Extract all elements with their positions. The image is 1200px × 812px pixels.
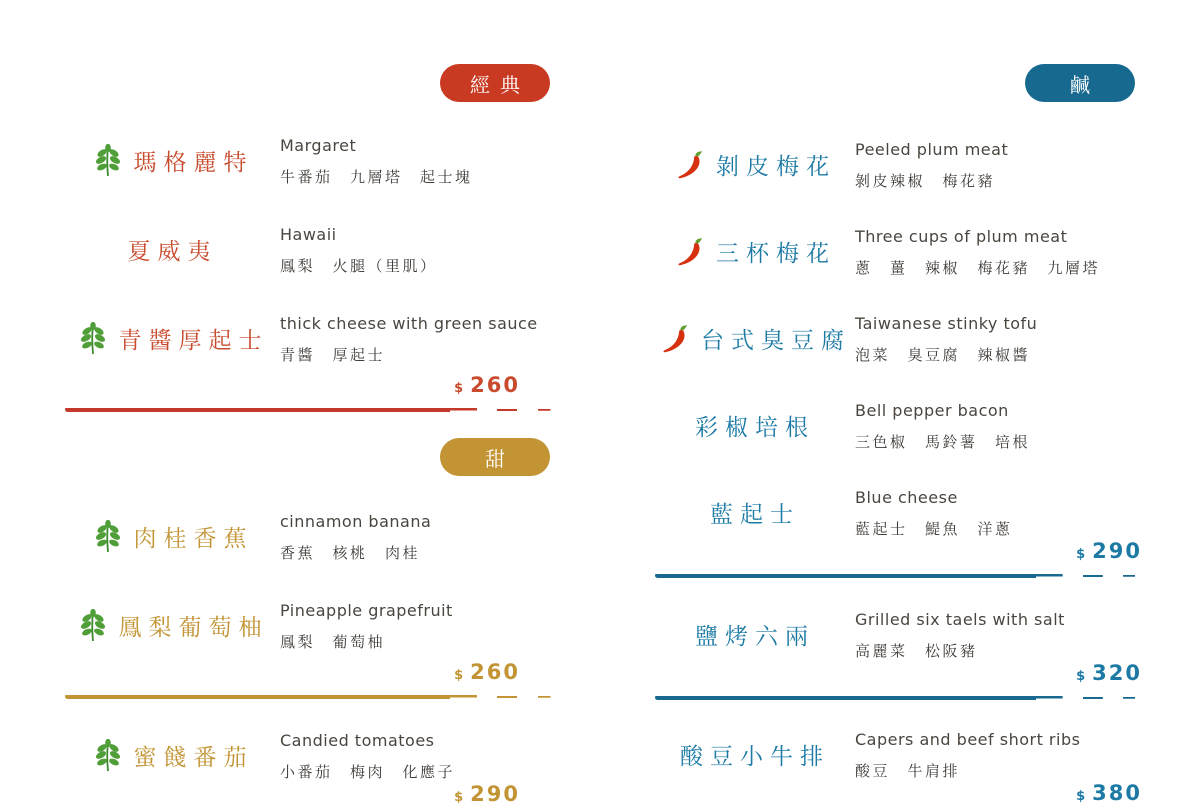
item-ingredients: 泡菜 臭豆腐 辣椒醬	[855, 346, 1031, 364]
item-ingredients: 高麗菜 松阪豬	[855, 642, 978, 660]
price-amount: 260	[470, 373, 520, 397]
item-name: 青醬厚起士	[118, 328, 269, 354]
item-name: 彩椒培根	[695, 415, 815, 441]
chili-pepper-icon	[674, 148, 706, 182]
section-divider-classic	[65, 407, 565, 412]
price-amount: 290	[1092, 539, 1142, 563]
item-ingredients: 剝皮辣椒 梅花豬	[855, 172, 996, 190]
menu-item-hawaii	[65, 223, 565, 276]
item-name: 蜜餞番茄	[133, 745, 254, 771]
item-desc	[280, 729, 565, 782]
menu-item-pineapple-grapefruit	[65, 599, 565, 652]
section-badge-sweet-label: 甜	[485, 446, 515, 471]
item-ingredients: 酸豆 牛肩排	[855, 762, 961, 780]
item-desc	[855, 225, 1150, 278]
section-badge-salty-label: 鹹	[1070, 72, 1100, 97]
item-name-block	[65, 599, 280, 652]
item-name-en: cinnamon banana	[280, 512, 432, 531]
item-price	[65, 660, 565, 684]
item-name-en: Taiwanese stinky tofu	[855, 314, 1038, 333]
section-badge-salty	[1025, 64, 1135, 102]
item-name-en: Pineapple grapefruit	[280, 601, 453, 620]
item-name-en: Capers and beef short ribs	[855, 730, 1081, 749]
item-ingredients: 藍起士 鯷魚 洋蔥	[855, 520, 1013, 538]
basil-leaf-icon	[92, 144, 124, 178]
price-amount: 290	[470, 782, 520, 806]
item-price	[65, 782, 565, 806]
price-amount: 260	[470, 660, 520, 684]
menu-item-blue-cheese	[655, 486, 1150, 539]
item-name-en: Grilled six taels with salt	[855, 610, 1065, 629]
basil-leaf-icon	[77, 322, 109, 356]
currency-symbol: $	[1076, 547, 1086, 562]
menu-item-thick-cheese-green-sauce	[65, 312, 565, 365]
item-name-block	[65, 223, 280, 276]
item-desc	[280, 134, 565, 187]
item-name-en: Bell pepper bacon	[855, 401, 1009, 420]
section-divider-sweet	[65, 694, 565, 699]
item-name-en: Three cups of plum meat	[855, 227, 1068, 246]
item-name-block	[65, 729, 280, 782]
item-name-block	[655, 399, 855, 452]
basil-leaf-icon	[92, 739, 124, 773]
menu-item-cinnamon-banana	[65, 510, 565, 563]
menu-item-grilled-six-taels	[655, 608, 1150, 661]
item-ingredients: 三色椒 馬鈴薯 培根	[855, 433, 1031, 451]
item-price	[655, 661, 1150, 685]
currency-symbol: $	[454, 790, 464, 805]
item-name-block	[65, 312, 280, 365]
item-name-en: Hawaii	[280, 225, 337, 244]
item-name: 剝皮梅花	[716, 154, 836, 180]
item-ingredients: 香蕉 核桃 肉桂	[280, 544, 421, 562]
item-name-block	[655, 486, 855, 539]
item-desc	[855, 138, 1150, 191]
item-ingredients: 小番茄 梅肉 化應子	[280, 763, 456, 781]
basil-leaf-icon	[92, 520, 124, 554]
menu-item-taiwanese-stinky-tofu	[655, 312, 1150, 365]
item-name: 鳳梨葡萄柚	[118, 615, 269, 641]
item-price	[65, 373, 565, 397]
item-desc	[855, 486, 1150, 539]
item-name-block	[655, 312, 855, 365]
menu-item-margaret	[65, 134, 565, 187]
item-name-en: Margaret	[280, 136, 357, 155]
item-name-block	[655, 225, 855, 278]
item-ingredients: 青醬 厚起士	[280, 346, 386, 364]
item-ingredients: 鳳梨 葡萄柚	[280, 633, 386, 651]
item-name-block	[655, 138, 855, 191]
section-divider-salty-2	[655, 695, 1150, 700]
menu-column-right	[655, 0, 1150, 811]
item-name: 酸豆小牛排	[680, 744, 830, 770]
item-desc	[855, 608, 1150, 661]
item-ingredients: 蔥 薑 辣椒 梅花豬 九層塔	[855, 259, 1101, 277]
menu-item-peeled-plum-meat	[655, 138, 1150, 191]
item-name-block	[65, 510, 280, 563]
item-desc	[855, 399, 1150, 452]
section-badge-classic-label: 經典	[470, 72, 530, 97]
menu-item-bell-pepper-bacon	[655, 399, 1150, 452]
item-desc	[855, 728, 1150, 781]
menu-item-three-cups-plum-meat	[655, 225, 1150, 278]
section-badge-classic	[440, 64, 550, 102]
basil-leaf-icon	[77, 609, 109, 643]
menu-item-capers-beef-short-ribs	[655, 728, 1150, 781]
section-badge-sweet	[440, 438, 550, 476]
currency-symbol: $	[454, 668, 464, 683]
price-amount: 380	[1092, 781, 1142, 805]
item-price	[655, 781, 1150, 805]
item-desc	[280, 312, 565, 365]
item-name: 瑪格麗特	[133, 150, 254, 176]
item-desc	[855, 312, 1150, 365]
currency-symbol: $	[1076, 789, 1086, 804]
item-name-en: Peeled plum meat	[855, 140, 1009, 159]
item-desc	[280, 510, 565, 563]
item-name: 鹽烤六兩	[695, 624, 815, 650]
item-name-en: thick cheese with green sauce	[280, 314, 538, 333]
price-amount: 320	[1092, 661, 1142, 685]
item-name: 台式臭豆腐	[701, 328, 851, 354]
currency-symbol: $	[1076, 669, 1086, 684]
item-name-en: Candied tomatoes	[280, 731, 435, 750]
item-name: 肉桂香蕉	[133, 526, 254, 552]
currency-symbol: $	[454, 381, 464, 396]
item-ingredients: 牛番茄 九層塔 起士塊	[280, 168, 473, 186]
menu-item-candied-tomatoes	[65, 729, 565, 782]
menu-column-left	[65, 0, 565, 812]
item-ingredients: 鳳梨 火腿（里肌）	[280, 257, 438, 275]
item-name: 藍起士	[710, 502, 800, 528]
item-price	[655, 539, 1150, 563]
section-divider-salty-1	[655, 573, 1150, 578]
item-name-en: Blue cheese	[855, 488, 958, 507]
item-name-block	[655, 608, 855, 661]
item-name-block	[65, 134, 280, 187]
item-desc	[280, 223, 565, 276]
chili-pepper-icon	[659, 322, 691, 356]
item-desc	[280, 599, 565, 652]
item-name: 夏威夷	[127, 239, 218, 265]
chili-pepper-icon	[674, 235, 706, 269]
item-name: 三杯梅花	[716, 241, 836, 267]
item-name-block	[655, 728, 855, 781]
